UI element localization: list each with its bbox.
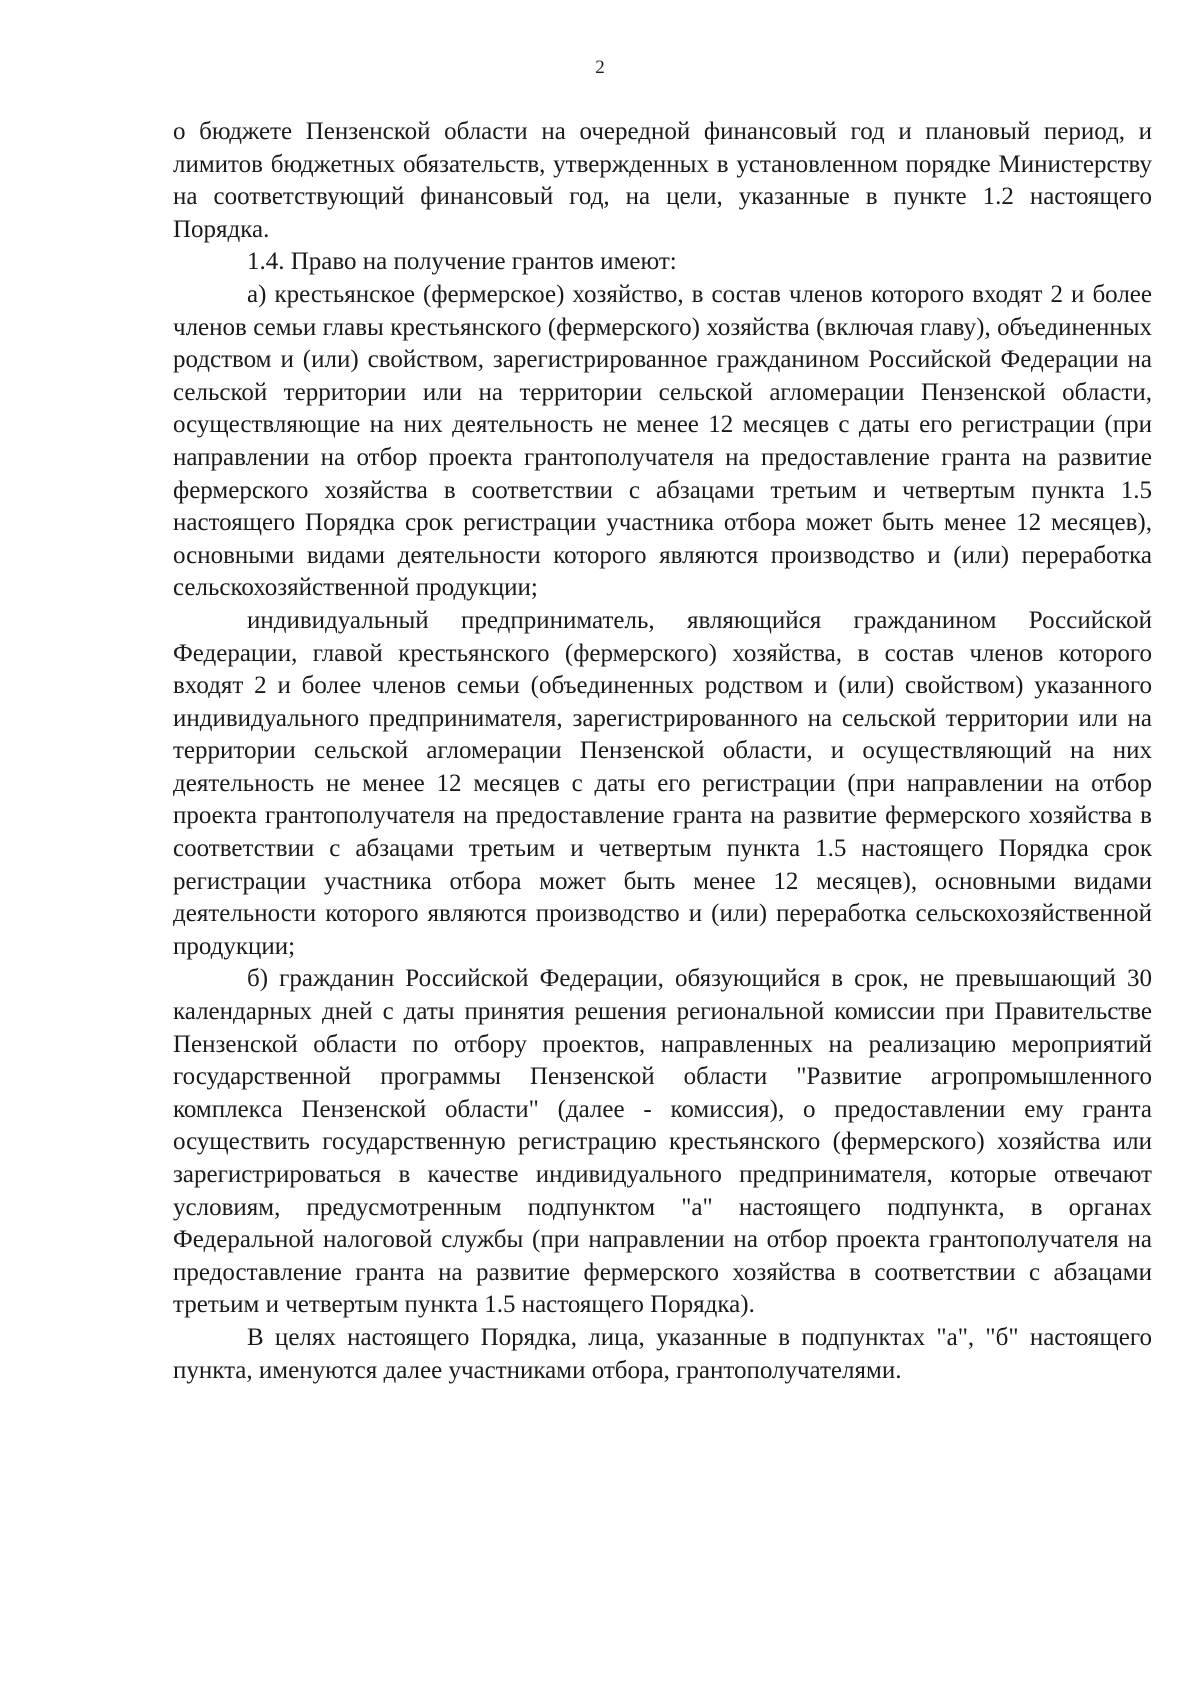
document-body [173, 116, 1152, 1387]
paragraph-participants-definition: В целях настоящего Порядка, лица, указанные в подпунктах "а", "б" настоящего пункта, именуются далее участниками отбора, грантополучателями. [173, 1323, 1152, 1384]
paragraph-budget-continuation: о бюджете Пензенской области на очередной финансовый год и плановый период, и лимитов бюджетных обязательств, утвержденных в установленном порядке Министерству на соответствующий финансовый год, на цели, указанные в пункте 1.2 настоящего Порядка. [173, 118, 1152, 243]
paragraph-individual-entrepreneur: индивидуальный предприниматель, являющийся гражданином Российской Федерации, главой крестьянского (фермерского) хозяйства, в состав членов которого входят 2 и более членов семьи (объединенных родством и (или) свойством) указанного индивидуального предпринимателя, зарегистрированного на сельской территории или на территории сельской агломерации Пензенской области, и осуществляющий на них деятельность не менее 12 месяцев с даты его регистрации (при направлении на отбор проекта грантополучателя на предоставление гранта на развитие фермерского хозяйства в соответствии с абзацами третьим и четвертым пункта 1.5 настоящего Порядка срок регистрации участника отбора может быть менее 12 месяцев), основными видами деятельности которого являются производство и (или) переработка сельскохозяйственной продукции; [173, 606, 1152, 960]
paragraph-subclause-b-citizen: б) гражданин Российской Федерации, обязующийся в срок, не превышающий 30 календарных дней с даты принятия решения региональной комиссии при Правительстве Пензенской области по отбору проектов, направленных на реализацию мероприятий государственной программы Пензенской области "Развитие агропромышленного комплекса Пензенской области" (далее - комиссия), о предоставлении ему гранта осуществить государственную регистрацию крестьянского (фермерского) хозяйства или зарегистрироваться в качестве индивидуального предпринимателя, которые отвечают условиям, предусмотренным подпунктом "а" настоящего подпункта, в органах Федеральной налоговой службы (при направлении на отбор проекта грантополучателя на предоставление гранта на развитие фермерского хозяйства в соответствии с абзацами третьим и четвертым пункта 1.5 настоящего Порядка). [173, 965, 1152, 1319]
paragraph-subclause-a-farm: а) крестьянское (фермерское) хозяйство, в состав членов которого входят 2 и более членов семьи главы крестьянского (фермерского) хозяйства (включая главу), объединенных родством и (или) свойством, зарегистрированное гражданином Российской Федерации на сельской территории или на территории сельской агломерации Пензенской области, осуществляющие на них деятельность не менее 12 месяцев с даты его регистрации (при направлении на отбор проекта грантополучателя на предоставление гранта на развитие фермерского хозяйства в соответствии с абзацами третьим и четвертым пункта 1.5 настоящего Порядка срок регистрации участника отбора может быть менее 12 месяцев), основными видами деятельности которого являются производство и (или) переработка сельскохозяйственной продукции; [173, 280, 1152, 602]
page-number: 2 [595, 57, 605, 78]
paragraph-clause-1-4: 1.4. Право на получение грантов имеют: [247, 248, 677, 276]
